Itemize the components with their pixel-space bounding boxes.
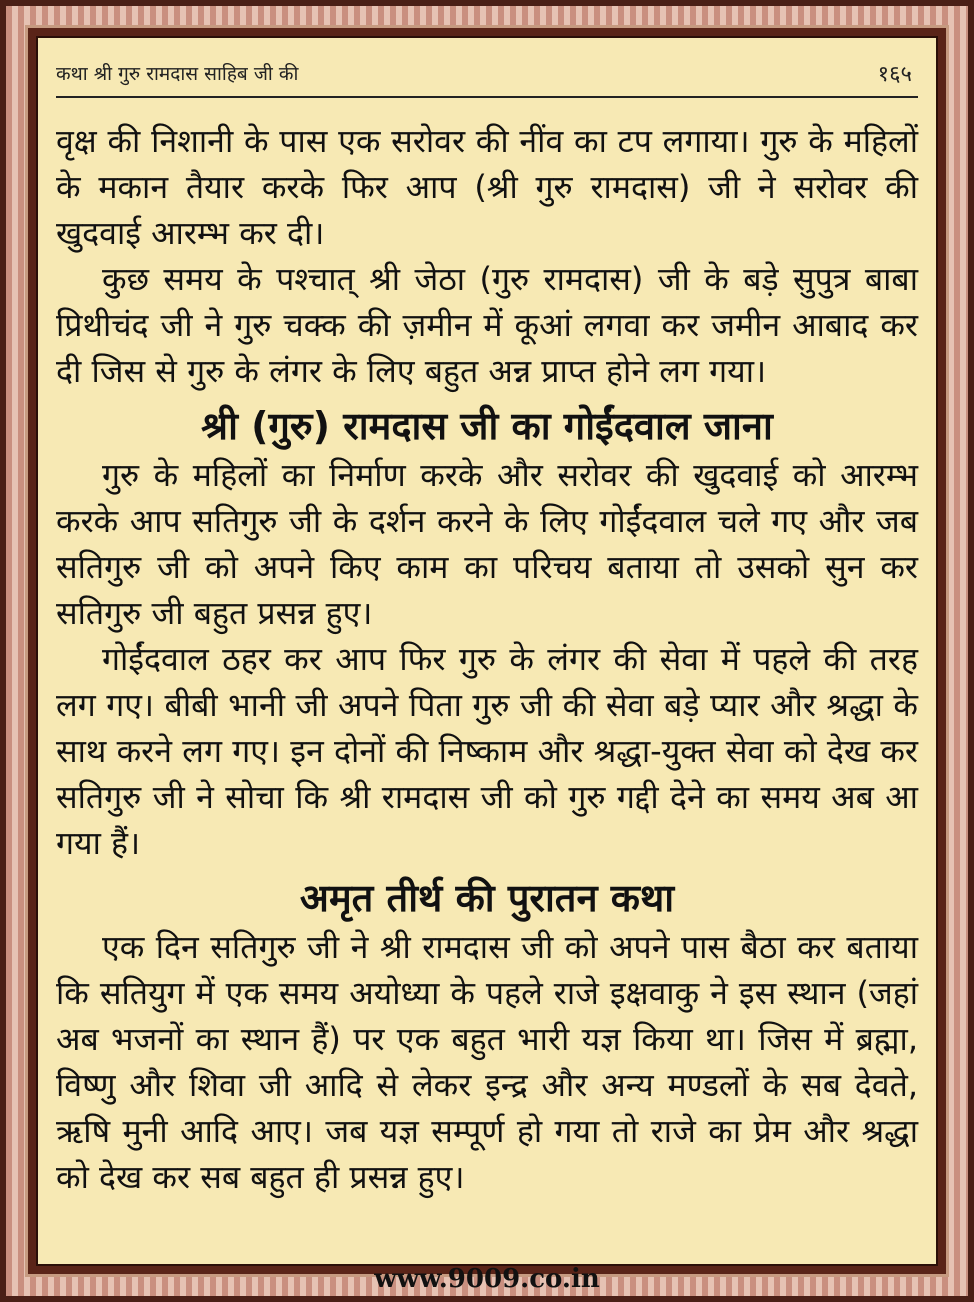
book-page [38, 38, 936, 1264]
paragraph-5: एक दिन सतिगुरु जी ने श्री रामदास जी को अपने पास बैठा कर बताया कि सतियुग में एक समय अयोध्या के पहले राजे इक्षवाकु ने इस स्थान (जहां अब भजनों का स्थान हैं) पर एक बहुत भारी यज्ञ किया था। जिस में ब्रह्मा, विष्णु और शिवा जी आदि से लेकर इन्द्र और अन्य मण्डलों के सब देवते, ऋषि मुनी आदि आए। जब यज्ञ सम्पूर्ण हो गया तो राजे का प्रेम और श्रद्धा को देख कर सब बहुत ही प्रसन्न हुए। [56, 928, 918, 1196]
paragraph-1: वृक्ष की निशानी के पास एक सरोवर की नींव का टप लगाया। गुरु के महिलों के मकान तैयार करके फिर आप (श्री गुरु रामदास) जी ने सरोवर की खुदवाई आरम्भ कर दी। [56, 122, 918, 252]
section-heading-1: श्री (गुरु) रामदास जी का गोईंदवाल जाना [201, 404, 773, 448]
page-header [56, 52, 918, 98]
paragraph-2: कुछ समय के पश्चात् श्री जेठा (गुरु रामदास) जी के बड़े सुपुत्र बाबा प्रिथीचंद जी ने गुरु चक्क की ज़मीन में कूआं लगवा कर जमीन आबाद कर दी जिस से गुरु के लंगर के लिए बहुत अन्न प्राप्त होने लग गया। [56, 260, 918, 390]
page-number: १६५ [877, 62, 912, 87]
paragraph-3: गुरु के महिलों का निर्माण करके और सरोवर की खुदवाई को आरम्भ करके आप सतिगुरु जी के दर्शन करने के लिए गोईंदवाल चले गए और जब सतिगुरु जी को अपने किए काम का परिचय बताया तो उसको सुन कर सतिगुरु जी बहुत प्रसन्न हुए। [56, 456, 918, 632]
section-heading-2: अमृत तीर्थ की पुरातन कथा [299, 876, 675, 920]
running-title: कथा श्री गुरु रामदास साहिब जी की [56, 63, 299, 85]
paragraph-4: गोईंदवाल ठहर कर आप फिर गुरु के लंगर की सेवा में पहले की तरह लग गए। बीबी भानी जी अपने पिता गुरु जी की सेवा बड़े प्यार और श्रद्धा के साथ करने लग गए। इन दोनों की निष्काम और श्रद्धा-युक्त सेवा को देख कर सतिगुरु जी ने सोचा कि श्री रामदास जी को गुरु गद्दी देने का समय अब आ गया हैं। [56, 640, 918, 862]
page-body [56, 118, 918, 1200]
website-watermark: www.9009.co.in [374, 1264, 600, 1294]
